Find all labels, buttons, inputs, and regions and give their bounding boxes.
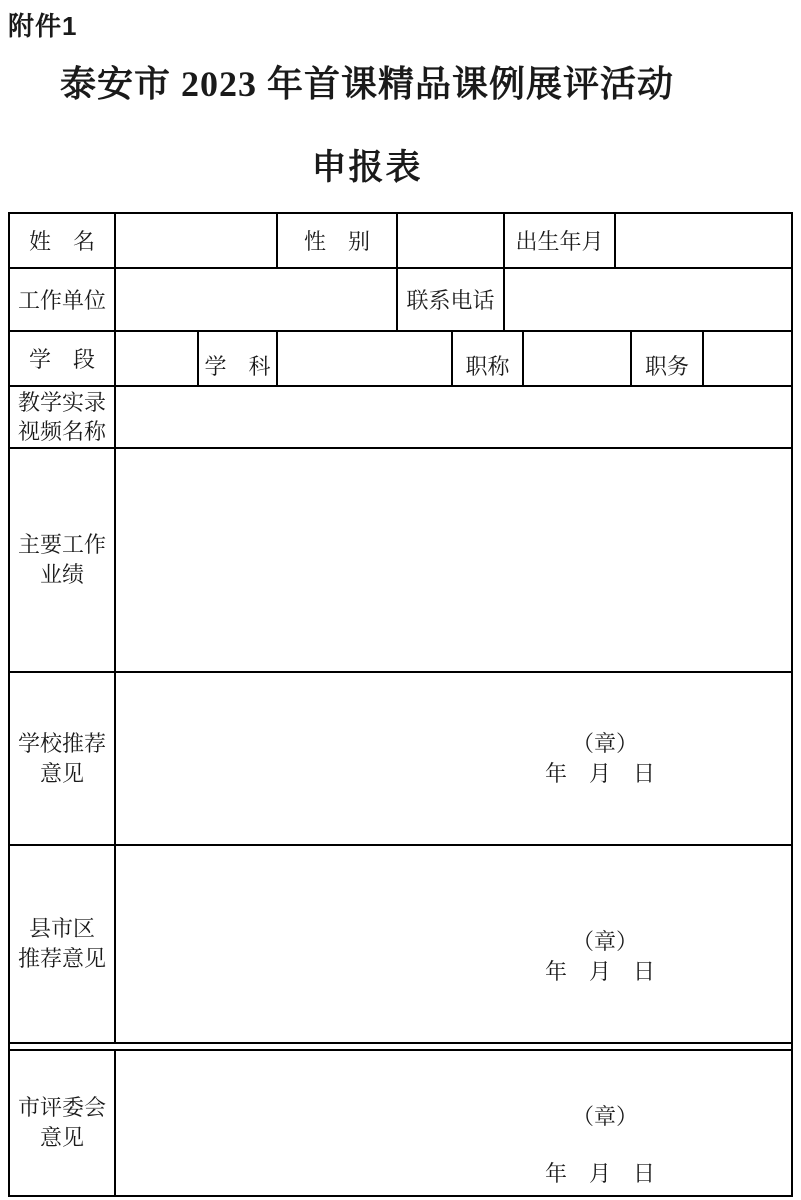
school-opinion-input-cell[interactable] xyxy=(116,673,791,844)
unit-input-cell[interactable] xyxy=(116,269,398,330)
city-opinion-label-line2: 意见 xyxy=(39,1125,84,1150)
achievements-label-line1: 主要工作 xyxy=(17,532,106,557)
stage-label: 学 段 xyxy=(10,332,116,385)
gender-input-cell[interactable] xyxy=(398,214,505,267)
video-label-line1: 教学实录 xyxy=(17,390,106,415)
form-title: 泰安市 2023 年首课精品课例展评活动 xyxy=(59,64,674,104)
application-table xyxy=(8,212,793,1197)
county-opinion-input-cell[interactable] xyxy=(116,846,791,1042)
video-label-line2: 视频名称 xyxy=(17,419,106,444)
professional-title-input-cell[interactable] xyxy=(524,332,632,385)
subject-label: 学 科 xyxy=(199,332,278,385)
video-row xyxy=(10,387,791,449)
school-opinion-label-line2: 意见 xyxy=(39,760,84,786)
stage-input-cell[interactable] xyxy=(116,332,199,385)
video-label xyxy=(10,387,116,447)
city-date-placeholder: 年 月 日 xyxy=(544,1160,655,1186)
achievements-row xyxy=(10,449,791,673)
name-input-cell[interactable] xyxy=(116,214,278,267)
gender-label: 性 别 xyxy=(278,214,398,267)
achievements-input-cell[interactable] xyxy=(116,449,791,671)
school-opinion-row xyxy=(10,673,791,846)
attachment-label: 附件1 xyxy=(8,11,78,41)
school-opinion-label-line1: 学校推荐 xyxy=(17,730,106,756)
subject-input-cell[interactable] xyxy=(278,332,453,385)
form-subtitle: 申报表 xyxy=(311,148,423,187)
city-stamp-placeholder: （章） xyxy=(571,1103,638,1129)
achievements-label xyxy=(10,449,116,671)
city-opinion-label xyxy=(10,1051,116,1195)
unit-label: 工作单位 xyxy=(10,269,116,330)
county-opinion-label xyxy=(10,846,116,1042)
unit-row xyxy=(10,269,791,332)
position-label: 职务 xyxy=(632,332,704,385)
city-opinion-label-line1: 市评委会 xyxy=(17,1095,106,1120)
county-date-placeholder: 年 月 日 xyxy=(544,959,655,984)
phone-input-cell[interactable] xyxy=(505,269,791,330)
professional-title-label: 职称 xyxy=(453,332,524,385)
county-opinion-row xyxy=(10,846,791,1044)
city-opinion-row xyxy=(10,1049,791,1195)
position-input-cell[interactable] xyxy=(704,332,791,385)
name-row xyxy=(10,214,791,269)
city-opinion-input-cell[interactable] xyxy=(116,1051,791,1195)
school-opinion-label xyxy=(10,673,116,844)
school-date-placeholder: 年 月 日 xyxy=(544,760,655,786)
county-opinion-label-line1: 县市区 xyxy=(28,916,95,941)
birth-label: 出生年月 xyxy=(505,214,616,267)
name-label: 姓 名 xyxy=(10,214,116,267)
phone-label: 联系电话 xyxy=(398,269,505,330)
birth-input-cell[interactable] xyxy=(616,214,791,267)
video-input-cell[interactable] xyxy=(116,387,791,447)
county-opinion-label-line2: 推荐意见 xyxy=(17,946,106,971)
school-stamp-placeholder: （章） xyxy=(571,730,638,756)
stage-row xyxy=(10,332,791,387)
county-stamp-placeholder: （章） xyxy=(571,929,638,954)
achievements-label-line2: 业绩 xyxy=(39,562,84,587)
